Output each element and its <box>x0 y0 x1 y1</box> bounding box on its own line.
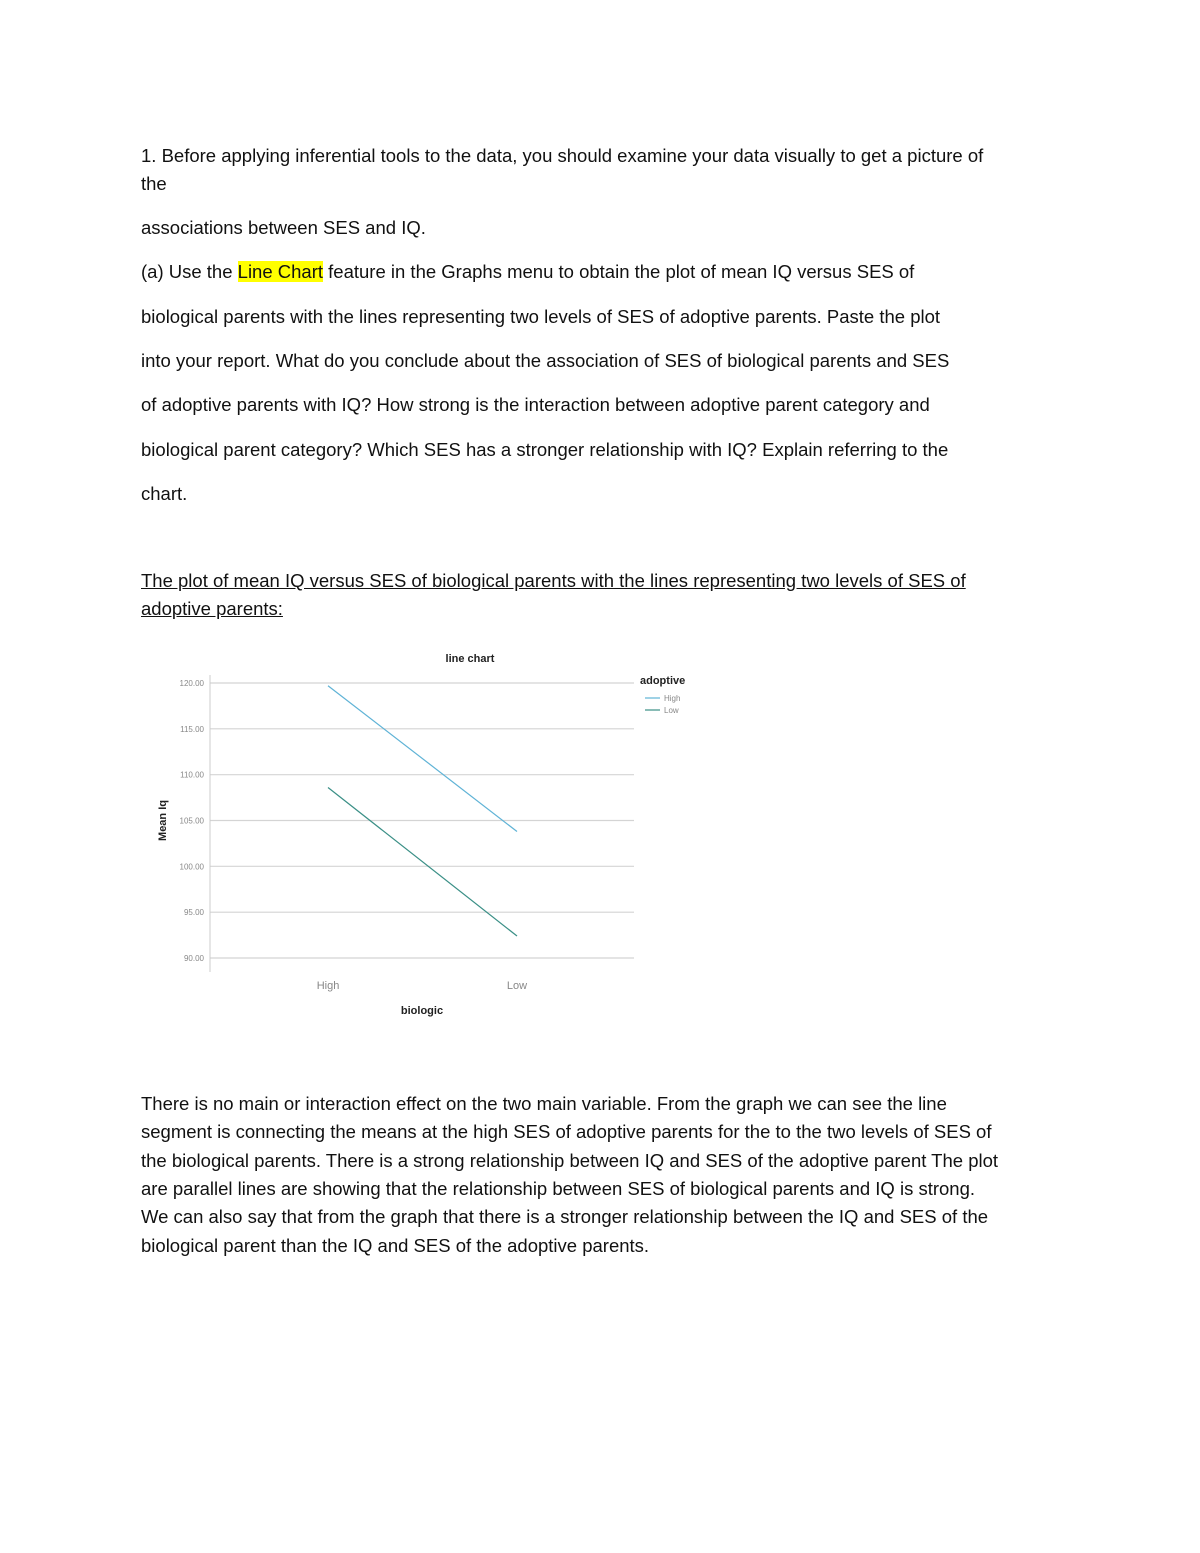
legend-label: High <box>664 694 681 703</box>
question-a-prefix: (a) Use the <box>141 261 238 282</box>
legend-label: Low <box>664 706 679 715</box>
y-tick-label: 95.00 <box>183 908 204 918</box>
question-a-line-3: into your report. What do you conclude about the association of SES of biological parents and SES <box>141 350 950 371</box>
answer-line-5: We can also say that from the graph that there is a stronger relationship between the IQ and SES of the <box>141 1206 989 1227</box>
line-chart-highlight: Line Chart <box>237 261 324 282</box>
question-a-line-6: chart. <box>141 483 188 504</box>
answer-line-6: biological parent than the IQ and SES of the adoptive parents. <box>141 1235 650 1256</box>
y-tick-label: 110.00 <box>180 770 204 780</box>
caption-line-2: adoptive parents: <box>141 598 283 619</box>
answer-line-1: There is no main or interaction effect on the two main variable. From the graph we can see the line <box>141 1093 947 1114</box>
line-chart <box>140 640 720 1030</box>
question-a-line-5: biological parent category? Which SES has a stronger relationship with IQ? Explain referring to the <box>141 439 949 460</box>
question-a-line-1 <box>141 258 914 286</box>
y-tick-label: 105.00 <box>179 816 204 826</box>
y-tick-label: 90.00 <box>183 954 204 963</box>
x-tick-label: Low <box>506 980 528 992</box>
y-tick-label: 115.00 <box>180 724 204 734</box>
question-a-line-2: biological parents with the lines representing two levels of SES of adoptive parents. Paste the plot <box>141 306 941 327</box>
question-line-2: the <box>141 173 167 194</box>
x-tick-label: High <box>316 980 340 992</box>
y-tick-label: 100.00 <box>179 862 204 872</box>
answer-line-3: the biological parents. There is a strong relationship between IQ and SES of the adoptive parent The plot <box>141 1150 999 1171</box>
question-line-1: 1. Before applying inferential tools to the data, you should examine your data visually to get a picture of <box>141 145 984 166</box>
answer-line-2: segment is connecting the means at the high SES of adoptive parents for the to the two levels of SES of <box>141 1121 992 1142</box>
question-a-line-4: of adoptive parents with IQ? How strong is the interaction between adoptive parent category and <box>141 394 930 415</box>
y-tick-label: 120.00 <box>179 679 204 688</box>
answer-line-4: are parallel lines are showing that the relationship between SES of biological parents and IQ is strong. <box>141 1178 976 1199</box>
question-a-suffix: feature in the Graphs menu to obtain the plot of mean IQ versus SES of <box>323 261 915 282</box>
x-axis-label: biologic <box>400 1005 444 1017</box>
question-line-3: associations between SES and IQ. <box>141 217 426 238</box>
y-axis-label: Mean Iq <box>157 800 169 841</box>
chart-title: line chart <box>445 653 495 665</box>
caption-line-1: The plot of mean IQ versus SES of biological parents with the lines representing two levels of SES of <box>141 570 966 591</box>
legend-title: adoptive <box>640 675 686 687</box>
